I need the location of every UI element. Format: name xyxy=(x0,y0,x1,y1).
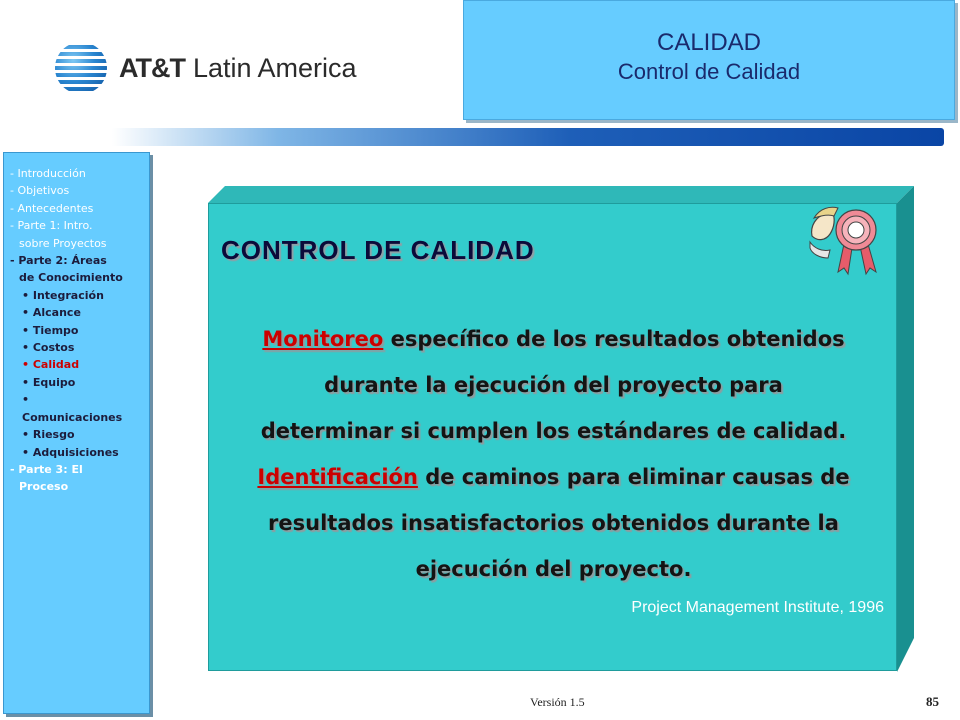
sidebar-item-equipo[interactable]: • Equipo xyxy=(22,375,76,389)
sidebar-item-calidad[interactable]: • Calidad xyxy=(22,358,80,372)
sidebar-item-parte3-cont[interactable]: Proceso xyxy=(19,480,69,494)
body-line xyxy=(209,454,898,500)
panel-title: CONTROL DE CALIDAD xyxy=(221,235,535,265)
header-subtitle: Control de Calidad xyxy=(617,59,801,84)
body-text: de caminos para eliminar causas de xyxy=(425,465,850,489)
header-title: CALIDAD xyxy=(656,29,762,56)
sidebar-item-introduccion[interactable]: - Introducción xyxy=(10,167,86,180)
sidebar-item-parte1-cont[interactable]: sobre Proyectos xyxy=(19,236,107,250)
citation: Project Management Institute, 1996 xyxy=(631,599,884,616)
sidebar-item-parte2-cont[interactable]: de Conocimiento xyxy=(19,271,123,285)
logo-text xyxy=(119,53,357,84)
panel-side-bevel xyxy=(897,186,914,672)
sidebar-item-antecedentes[interactable]: - Antecedentes xyxy=(10,201,94,215)
logo-region: Latin America xyxy=(192,52,357,83)
sidebar-item-objetivos[interactable]: - Objetivos xyxy=(10,184,70,198)
sidebar-item-comunicaciones[interactable]: Comunicaciones xyxy=(22,410,123,424)
sidebar-item-tiempo[interactable]: • Tiempo xyxy=(22,323,79,337)
sidebar-item-comunicaciones-bullet[interactable]: • xyxy=(22,393,30,407)
term-identificacion: Identificación xyxy=(257,465,418,489)
sidebar-item-parte2[interactable]: - Parte 2: Áreas xyxy=(10,254,107,268)
sidebar-item-parte1[interactable]: - Parte 1: Intro. xyxy=(10,219,93,233)
page-number: 85 xyxy=(926,694,939,709)
body-line: determinar si cumplen los estándares de calidad. xyxy=(260,419,847,443)
body-line xyxy=(209,316,898,362)
header-box xyxy=(463,0,955,120)
award-ribbon-icon xyxy=(808,198,888,278)
sidebar-item-adquisiciones[interactable]: • Adquisiciones xyxy=(22,445,119,459)
term-monitoreo: Monitoreo xyxy=(262,327,384,351)
version-label: Versión 1.5 xyxy=(530,695,585,709)
panel-front xyxy=(208,203,897,671)
sidebar-item-costos[interactable]: • Costos xyxy=(22,341,75,355)
att-logo xyxy=(55,42,357,94)
header-divider-bar xyxy=(112,128,944,146)
body-line: resultados insatisfactorios obtenidos durante la xyxy=(268,511,839,535)
sidebar-item-alcance[interactable]: • Alcance xyxy=(22,306,81,320)
sidebar-item-riesgo[interactable]: • Riesgo xyxy=(22,428,75,442)
body-line: durante la ejecución del proyecto para xyxy=(324,373,783,397)
globe-icon xyxy=(55,42,107,94)
sidebar xyxy=(3,152,150,714)
logo-brand: AT&T xyxy=(119,52,185,83)
body-line: ejecución del proyecto. xyxy=(415,557,692,581)
sidebar-item-parte3[interactable]: - Parte 3: El xyxy=(10,462,83,476)
panel-body xyxy=(209,316,898,592)
sidebar-item-integracion[interactable]: • Integración xyxy=(22,288,104,302)
body-text: específico de los resultados obtenidos xyxy=(390,327,845,351)
